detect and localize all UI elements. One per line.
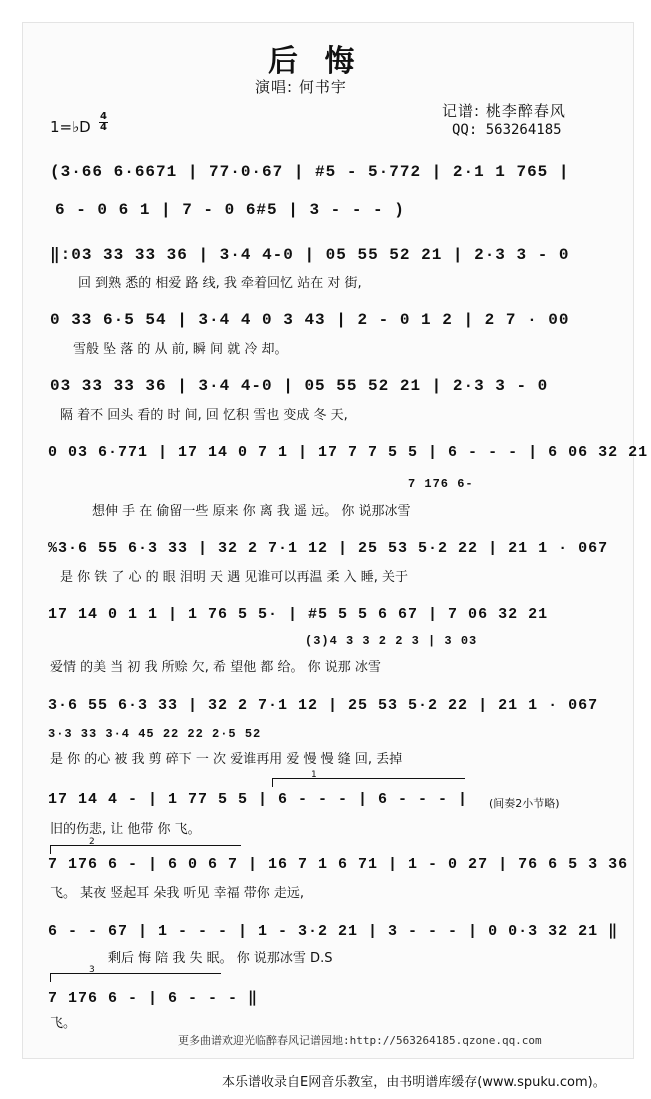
score-row-13-notes: 7 176 6 - | 6 - - - ‖ [48,990,259,1007]
qq-number: QQ: 563264185 [452,122,562,138]
volta-2-label: 2 [89,837,95,847]
interlude-note: (间奏2小节略) [489,797,560,810]
meter-top: 4 [100,111,107,122]
alternate-line-2: 3·3 33 3·4 45 22 22 2·5 52 [48,727,262,741]
score-row-11-lyric: 飞。 某夜 竖起耳 朵我 听见 幸福 带你 走远, [50,886,305,901]
score-row-5-notes: 03 33 33 36 | 3·4 4-0 | 05 55 52 21 | 2·3 3 - 0 [50,377,549,395]
score-row-9-lyric: 是 你 的心 被 我 剪 碎下 一 次 爱谁再用 爱 慢 慢 缝 回, 丢掉 [50,752,403,767]
score-row-11-notes: 7 176 6 - | 6 0 6 7 | 16 7 1 6 71 | 1 - 0 27 | 76 6 5 3 36 [48,856,629,873]
score-row-9-notes: 3·6 55 6·3 33 | 32 2 7·1 12 | 25 53 5·2 22 | 21 1 · 067 [48,697,599,714]
meter-bottom: 4 [100,122,107,133]
score-row-7-lyric: 是 你 铁 了 心 的 眼 泪明 天 遇 见谁可以再温 柔 入 睡, 关于 [60,570,408,585]
volta-bracket-2 [50,837,241,854]
singer-credit: 演唱: 何书宇 [255,78,347,96]
score-row-1-notes: (3·66 6·6671 | 77·0·67 | #5 - 5·772 | 2·1 1 765 | [50,163,570,181]
score-row-7-notes: %3·6 55 6·3 33 | 32 2 7·1 12 | 25 53 5·2 22 | 21 1 · 067 [48,540,609,557]
score-row-13-lyric: 飞。 [50,1016,77,1031]
score-row-2-notes: 6 - 0 6 1 | 7 - 0 6#5 | 3 - - - ) [55,201,405,219]
tuplet-figure: 7 176 6- [408,477,474,491]
transcriber-credit: 记谱: 桃李醉春风 [442,102,566,120]
score-row-3-lyric: 回 到熟 悉的 相爱 路 线, 我 牵着回忆 站在 对 街, [78,276,362,291]
volta-bracket-3 [50,965,221,982]
score-row-8-notes: 17 14 0 1 1 | 1 76 5 5· | #5 5 5 6 67 | 7 06 32 21 [48,606,549,623]
score-row-5-lyric: 隔 着不 回头 看的 时 间, 回 忆积 雪也 变成 冬 天, [60,408,348,423]
score-row-12-notes: 6 - - 67 | 1 - - - | 1 - 3·2 21 | 3 - - - | 0 0·3 32 21 ‖ [48,923,619,940]
footer-link-line: 更多曲谱欢迎光临醉春风记谱园地:http://563264185.qzone.qq.com [178,1034,542,1047]
time-signature [99,112,108,133]
score-row-10-notes: 17 14 4 - | 1 77 5 5 | 6 - - - | 6 - - - | [48,791,469,808]
source-notice: 本乐谱收录自E网音乐教室，由书明谱库缓存(www.spuku.com)。 [222,1075,606,1090]
score-row-3-notes: ‖:03 33 33 36 | 3·4 4-0 | 05 55 52 21 | 2·3 3 - 0 [50,246,570,264]
score-row-12-lyric: 剩后 悔 陪 我 失 眠。 你 说那冰雪 D.S [108,951,333,966]
score-row-4-lyric: 雪般 坠 落 的 从 前, 瞬 间 就 冷 却。 [73,342,288,357]
song-title: 后 悔 [268,44,363,79]
alternate-line-1: (3)4 3 3 2 2 3 | 3 03 [305,634,478,648]
score-row-8-lyric: 爱情 的美 当 初 我 所赊 欠, 希 望他 都 给。 你 说那 冰雪 [50,660,381,675]
key-signature: 1=♭D [50,118,91,136]
score-row-4-notes: 0 33 6·5 54 | 3·4 4 0 3 43 | 2 - 0 1 2 | 2 7 · 00 [50,311,570,329]
score-row-6-lyric: 想伸 手 在 偷留一些 原来 你 离 我 遥 远。 你 说那冰雪 [92,504,411,519]
volta-1-label: 1 [311,770,317,780]
score-row-10-lyric: 旧的伤悲, 让 他带 你 飞。 [50,822,201,837]
score-row-6-notes: 0 03 6·771 | 17 14 0 7 1 | 17 7 7 5 5 | 6 - - - | 6 06 32 21 [48,444,649,461]
volta-bracket-1 [272,770,465,787]
volta-3-label: 3 [89,965,95,975]
